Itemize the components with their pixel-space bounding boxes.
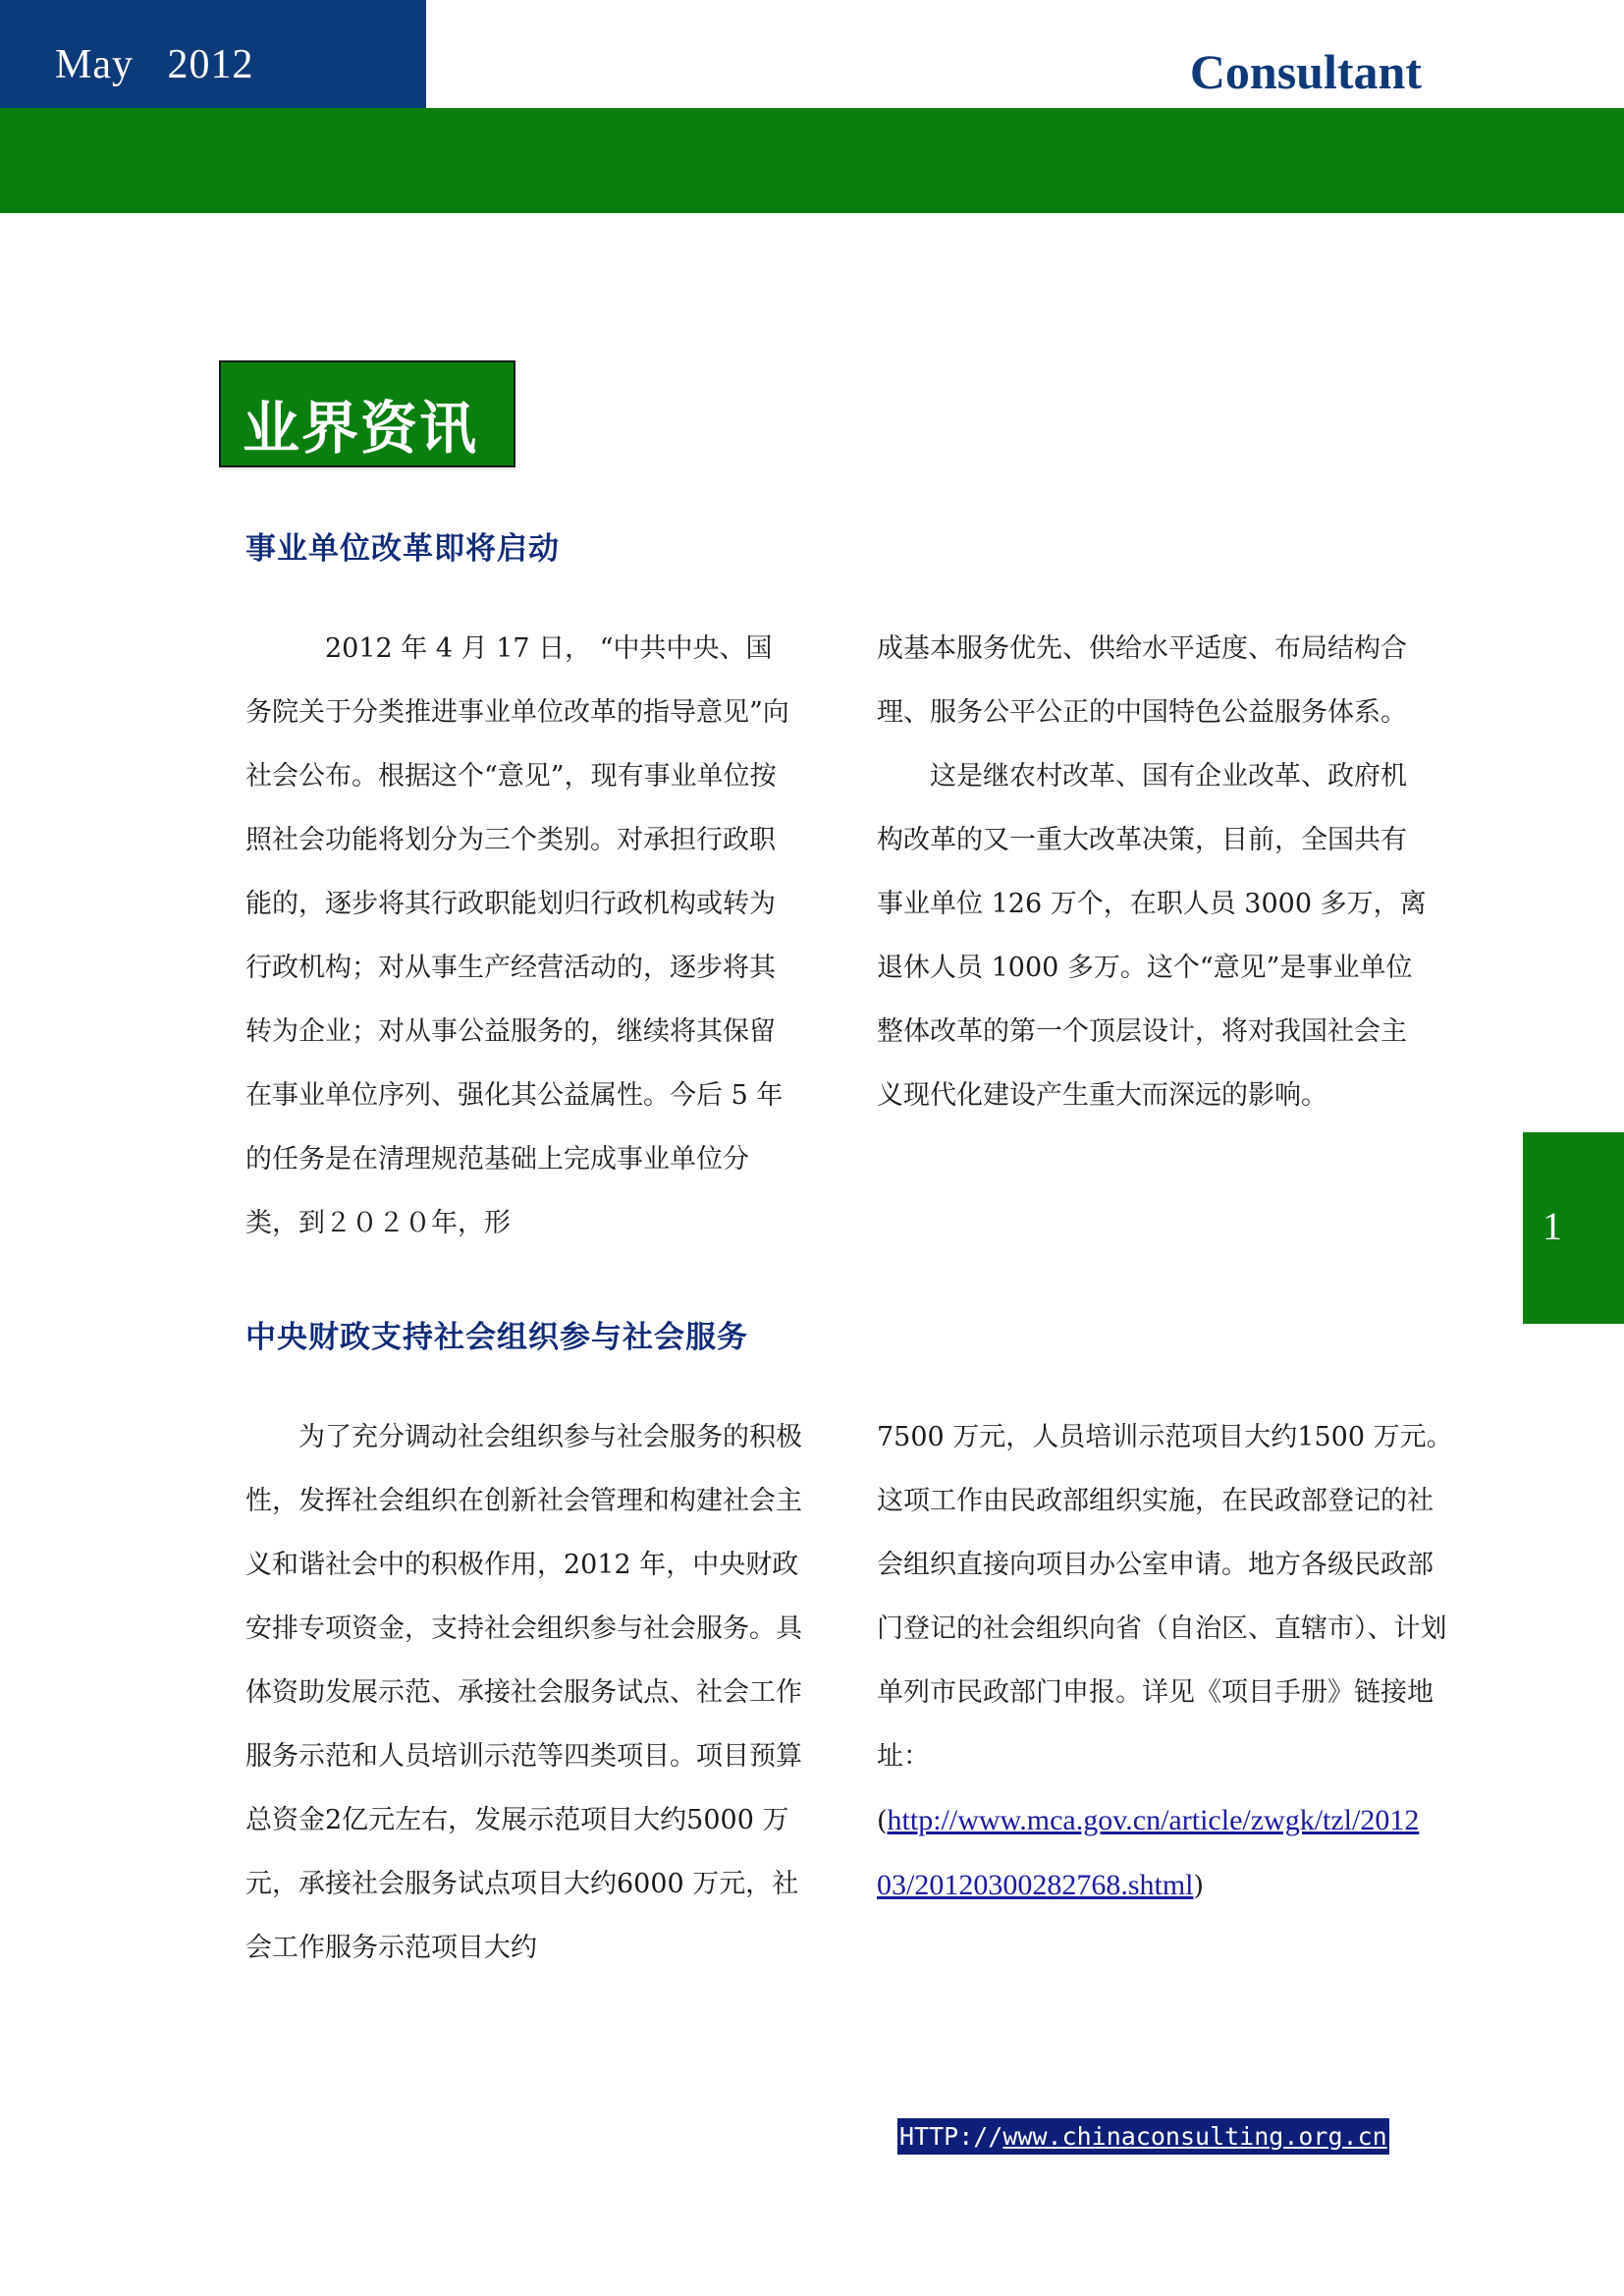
issue-date: May 2012 xyxy=(55,42,254,87)
article-1-column-1 xyxy=(245,617,795,1255)
section-label: 业界资讯 xyxy=(243,395,479,462)
footer-url-prefix: HTTP:// xyxy=(899,2122,1003,2151)
article-2-link-line xyxy=(877,1788,1427,1918)
article-1-paragraph-1: 2012 年 4 月 17 日， “中共中央、国务院关于分类推进事业单位改革的指导意见”向社会公布。根据这个“意见”，现有事业单位按照社会功能将划分为三个类别。对承担行政职能的，逐步将其行政职能划归行政机构或转为行政机构；对从事生产经营活动的，逐步将其转为企业；对从事公益服务的，继续将其保留在事业单位序列、强化其公益属性。今后 5 年的任务是在清理规范基础上完成事业单位分类，到２０２０年，形 xyxy=(245,633,789,1238)
article-1-paragraph-3: 这是继农村改革、国有企业改革、政府机构改革的又一重大改革决策，目前，全国共有事业单位 126 万个，在职人员 3000 多万，离退休人员 1000 多万。这个“意见”是事业单位整体改革的第一个顶层设计，将对我国社会主义现代化建设产生重大而深远的影响。 xyxy=(877,761,1427,1111)
link-open-paren: ( xyxy=(877,1806,888,1836)
link-close-paren: ) xyxy=(1193,1871,1205,1901)
section-label-box xyxy=(219,360,515,467)
article-1-paragraph-2: 成基本服务优先、供给水平适度、布局结构合理、服务公平公正的中国特色公益服务体系。 xyxy=(877,633,1407,728)
footer-url-domain[interactable]: www.chinaconsulting.org.cn xyxy=(1002,2122,1387,2151)
article-2-paragraph-1: 为了充分调动社会组织参与社会服务的积极性，发挥社会组织在创新社会管理和构建社会主义和谐社会中的积极作用，2012 年，中央财政安排专项资金，支持社会组织参与社会服务。具体资助发展示范、承接社会服务试点、社会工作服务示范和人员培训示范等四类项目。项目预算总资金2亿元左右，发展示范项目大约5000 万元，承接社会服务试点项目大约6000 万元，社会工作服务示范项目大约 xyxy=(245,1422,802,1963)
page-number-tab xyxy=(1523,1132,1624,1324)
article-1-title: 事业单位改革即将启动 xyxy=(245,531,560,567)
article-1-column-2 xyxy=(877,617,1427,1127)
article-2-column-2 xyxy=(877,1405,1456,1918)
article-2-column-1 xyxy=(245,1405,825,1980)
article-2-paragraph-2: 7500 万元，人员培训示范项目大约1500 万元。这项工作由民政部组织实施，在民政部登记的社会组织直接向项目办公室申请。地方各级民政部门登记的社会组织向省（自治区、直辖市）、计划单列市民政部门申报。详见《项目手册》链接地址： xyxy=(877,1422,1453,1772)
header-date-bar xyxy=(0,0,426,108)
footer-website-link[interactable] xyxy=(897,2118,1389,2155)
publication-title: Consultant xyxy=(1189,44,1422,99)
page-number: 1 xyxy=(1543,1204,1562,1248)
article-2-title: 中央财政支持社会组织参与社会服务 xyxy=(245,1320,748,1355)
mca-article-link[interactable]: http://www.mca.gov.cn/article/zwgk/tzl/201203/20120300282768.shtml xyxy=(877,1804,1420,1901)
header-green-band xyxy=(0,108,1624,213)
